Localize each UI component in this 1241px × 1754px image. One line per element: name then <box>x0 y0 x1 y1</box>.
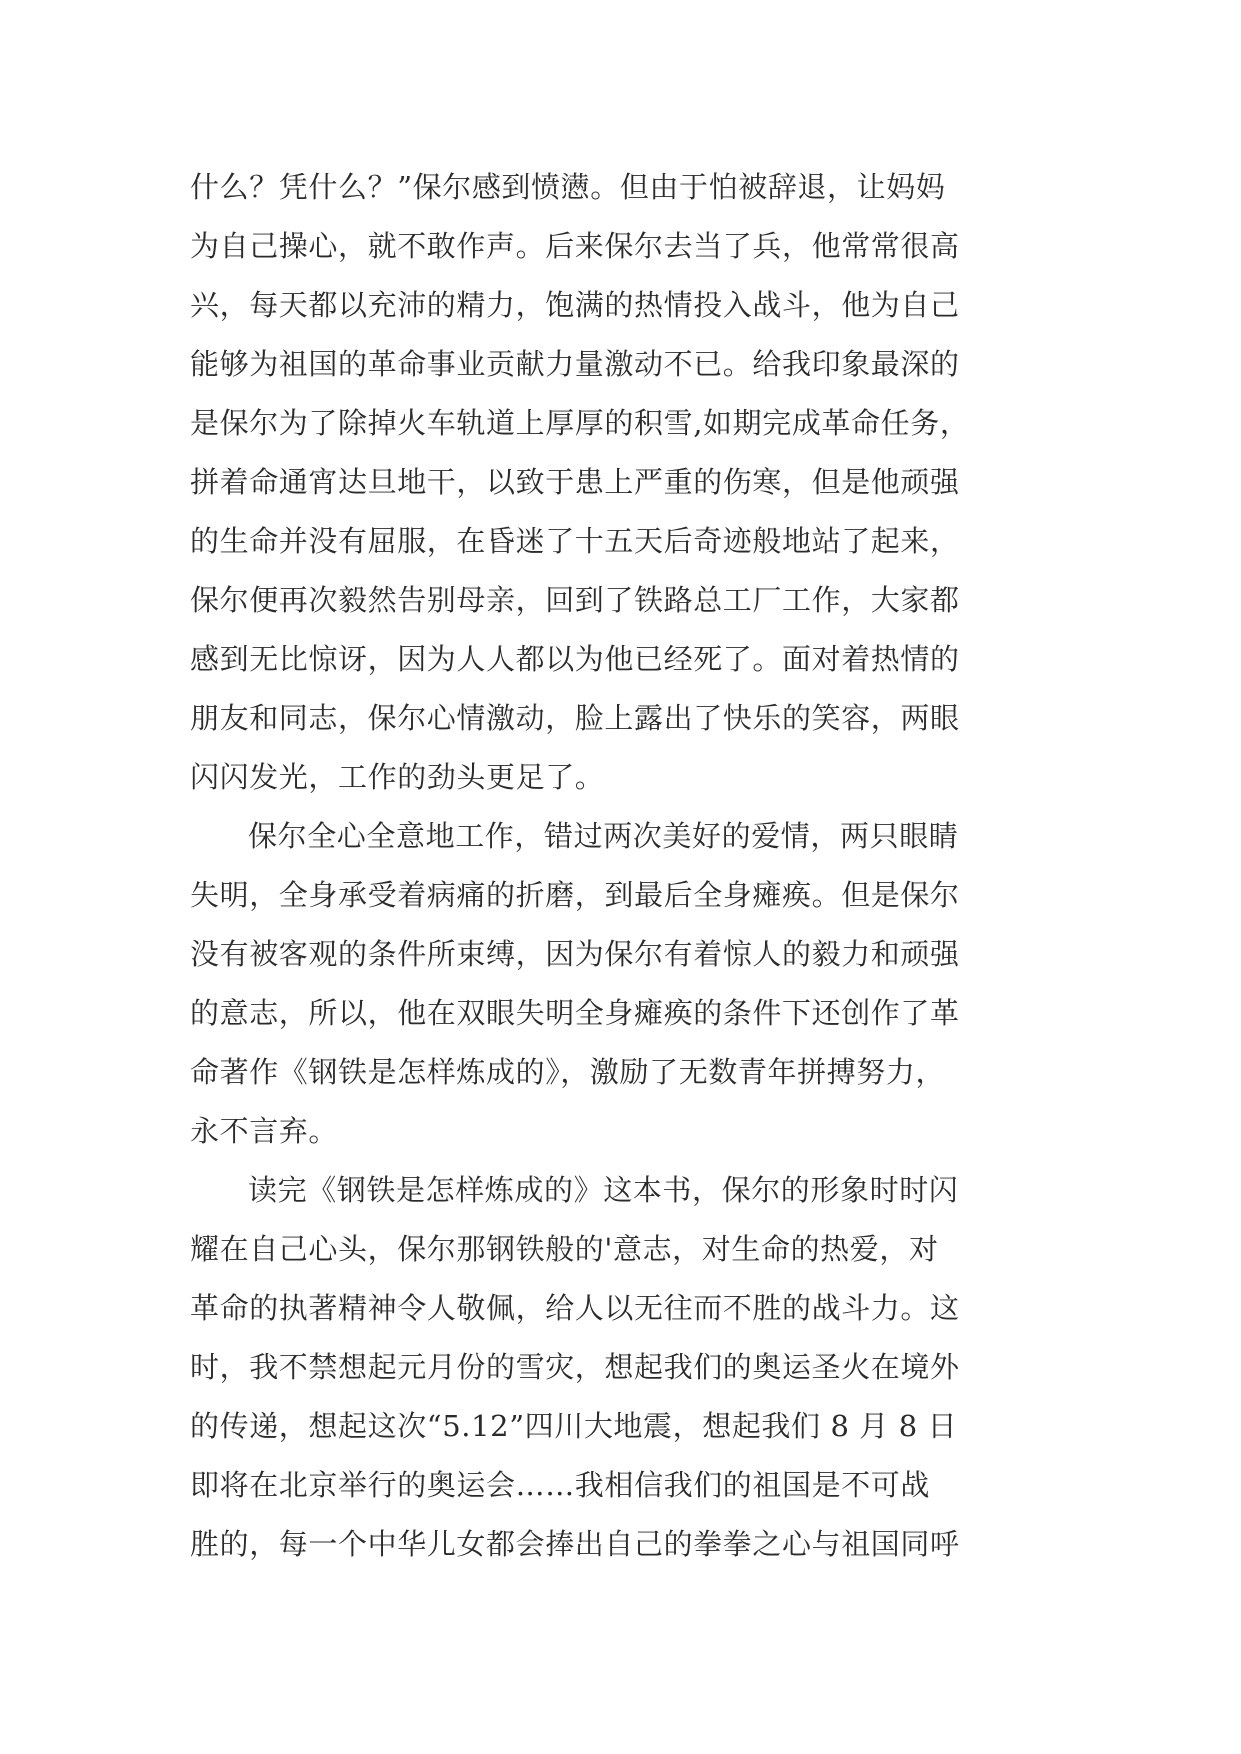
text-line: 能够为祖国的革命事业贡献力量激动不已。给我印象最深的 <box>190 347 960 381</box>
text-line: 的意志，所以，他在双眼失明全身瘫痪的条件下还创作了革 <box>190 996 960 1030</box>
text-line: 失明，全身承受着病痛的折磨，到最后全身瘫痪。但是保尔 <box>190 878 960 912</box>
text-line: 是保尔为了除掉火车轨道上厚厚的积雪,如期完成革命任务， <box>190 406 970 440</box>
text-line: 保尔便再次毅然告别母亲，回到了铁路总工厂工作，大家都 <box>190 583 960 617</box>
text-line: 耀在自己心头，保尔那钢铁般的'意志，对生命的热爱，对 <box>190 1232 939 1266</box>
text-line: 的生命并没有屈服，在昏迷了十五天后奇迹般地站了起来， <box>190 524 960 558</box>
text-line: 为自己操心，就不敢作声。后来保尔去当了兵，他常常很高 <box>190 229 960 263</box>
body-text <box>190 158 1060 1574</box>
paragraph-first-line: 读完《钢铁是怎样炼成的》这本书，保尔的形象时时闪 <box>248 1173 959 1207</box>
text-line: 没有被客观的条件所束缚，因为保尔有着惊人的毅力和顽强 <box>190 937 960 971</box>
text-line: 命著作《钢铁是怎样炼成的》，激励了无数青年拼搏努力， <box>190 1055 946 1089</box>
text-line: 胜的，每一个中华儿女都会捧出自己的拳拳之心与祖国同呼 <box>190 1527 960 1561</box>
text-line: 时，我不禁想起元月份的雪灾，想起我们的奥运圣火在境外 <box>190 1350 960 1384</box>
text-line: 什么？凭什么？”保尔感到愤懑。但由于怕被辞退，让妈妈 <box>190 170 946 204</box>
text-line: 的传递，想起这次“5.12”四川大地震，想起我们 8 月 8 日 <box>190 1409 958 1443</box>
text-line: 永不言弃。 <box>190 1114 339 1148</box>
paragraph-first-line: 保尔全心全意地工作，错过两次美好的爱情，两只眼睛 <box>248 819 959 853</box>
text-line: 朋友和同志，保尔心情激动，脸上露出了快乐的笑容，两眼 <box>190 701 960 735</box>
text-line: 革命的执著精神令人敬佩，给人以无往而不胜的战斗力。这 <box>190 1291 960 1325</box>
text-line: 拼着命通宵达旦地干，以致于患上严重的伤寒，但是他顽强 <box>190 465 960 499</box>
text-line: 即将在北京举行的奥运会……我相信我们的祖国是不可战 <box>190 1468 931 1502</box>
text-line: 闪闪发光，工作的劲头更足了。 <box>190 760 605 794</box>
text-line: 兴，每天都以充沛的精力，饱满的热情投入战斗，他为自己 <box>190 288 960 322</box>
text-line: 感到无比惊讶，因为人人都以为他已经死了。面对着热情的 <box>190 642 960 676</box>
